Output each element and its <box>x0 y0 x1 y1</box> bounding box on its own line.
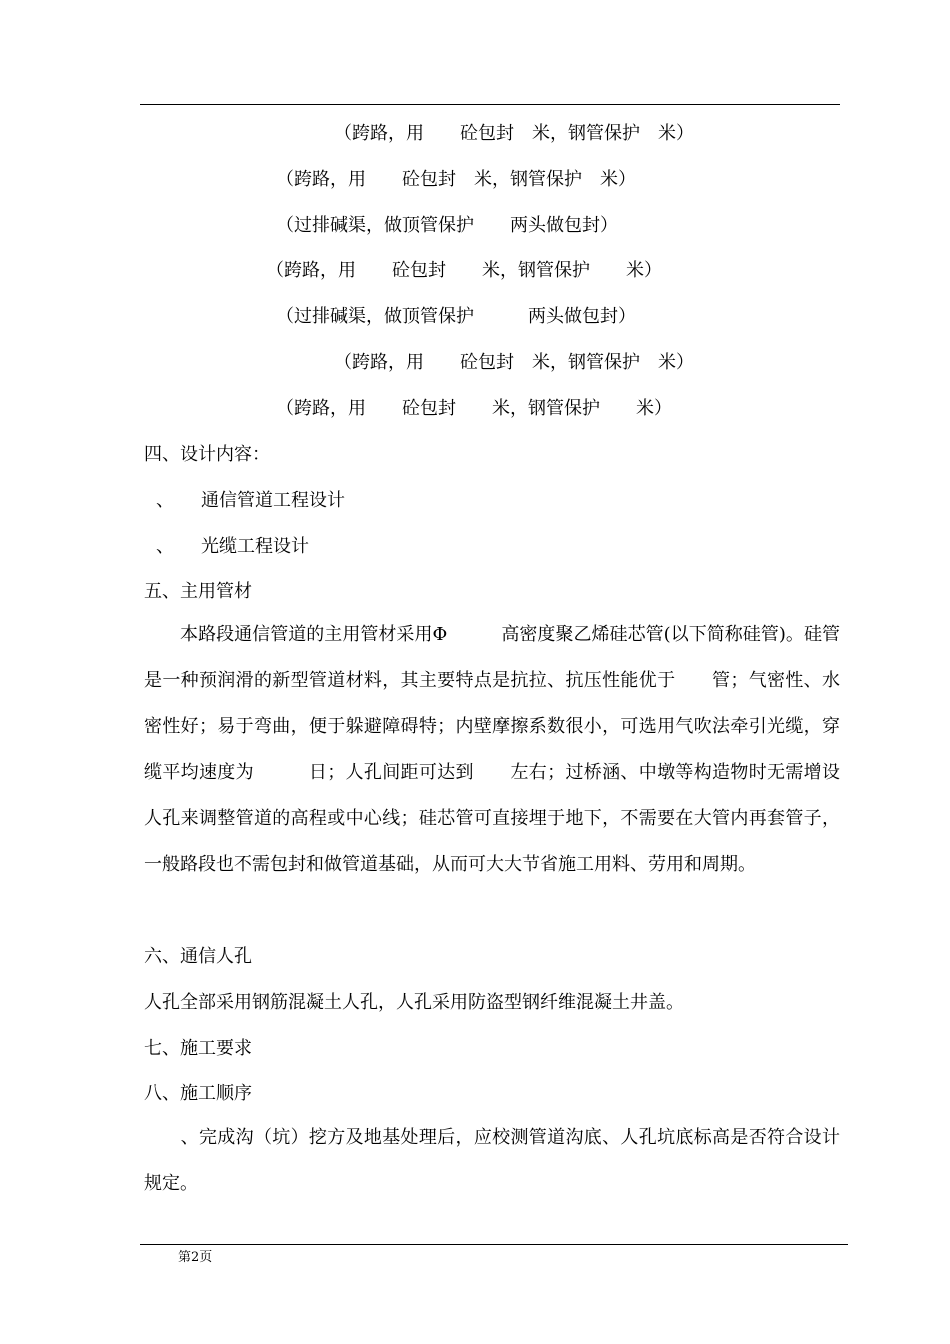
route-line-7: （跨路，用 砼包封 米，钢管保护 米） <box>276 398 672 419</box>
section4-item-1: 、 通信管道工程设计 <box>156 490 345 511</box>
section7-heading: 七、施工要求 <box>144 1038 252 1059</box>
section8-paragraph: 、完成沟（坑）挖方及地基处理后，应校测管道沟底、人孔坑底标高是否符合设计规定。 <box>144 1127 840 1194</box>
section8-heading: 八、施工顺序 <box>144 1083 252 1104</box>
route-line-6: （跨路，用 砼包封 米，钢管保护 米） <box>334 352 694 373</box>
section5-heading: 五、主用管材 <box>144 581 252 602</box>
footer-rule <box>140 1244 848 1245</box>
section4-item-2: 、 光缆工程设计 <box>156 536 309 557</box>
route-line-5: （过排碱渠，做顶管保护 两头做包封） <box>276 306 636 327</box>
section5-paragraph: 本路段通信管道的主用管材采用Φ 高密度聚乙烯硅芯管(以下简称硅管)。硅管是一种预润滑的新型管道材料，其主要特点是抗拉、抗压性能优于 管；气密性、水密性好；易于弯曲，便于躲避障碍特；内壁摩擦系数很小，可选用气吹法牵引光缆，穿缆平均速度为 日；人孔间距可达到 左右；过桥涵、中墩等构造物时无需增设人孔来调整管道的高程或中心线；硅芯管可直接埋于地下，不需要在大管内再套管子，一般路段也不需包封和做管道基础，从而可大大节省施工用料、劳用和周期。 <box>144 624 840 875</box>
header-rule <box>140 104 840 105</box>
section6-text: 人孔全部采用钢筋混凝土人孔，人孔采用防盗型钢纤维混凝土井盖。 <box>144 992 684 1013</box>
route-line-1: （跨路，用 砼包封 米，钢管保护 米） <box>334 123 694 144</box>
section6-heading: 六、通信人孔 <box>144 946 252 967</box>
route-line-4: （跨路，用 砼包封 米，钢管保护 米） <box>266 260 662 281</box>
route-line-3: （过排碱渠，做顶管保护 两头做包封） <box>276 215 618 236</box>
route-line-2: （跨路，用 砼包封 米，钢管保护 米） <box>276 169 636 190</box>
page-number: 第2页 <box>178 1250 213 1265</box>
section4-heading: 四、设计内容： <box>144 444 270 465</box>
